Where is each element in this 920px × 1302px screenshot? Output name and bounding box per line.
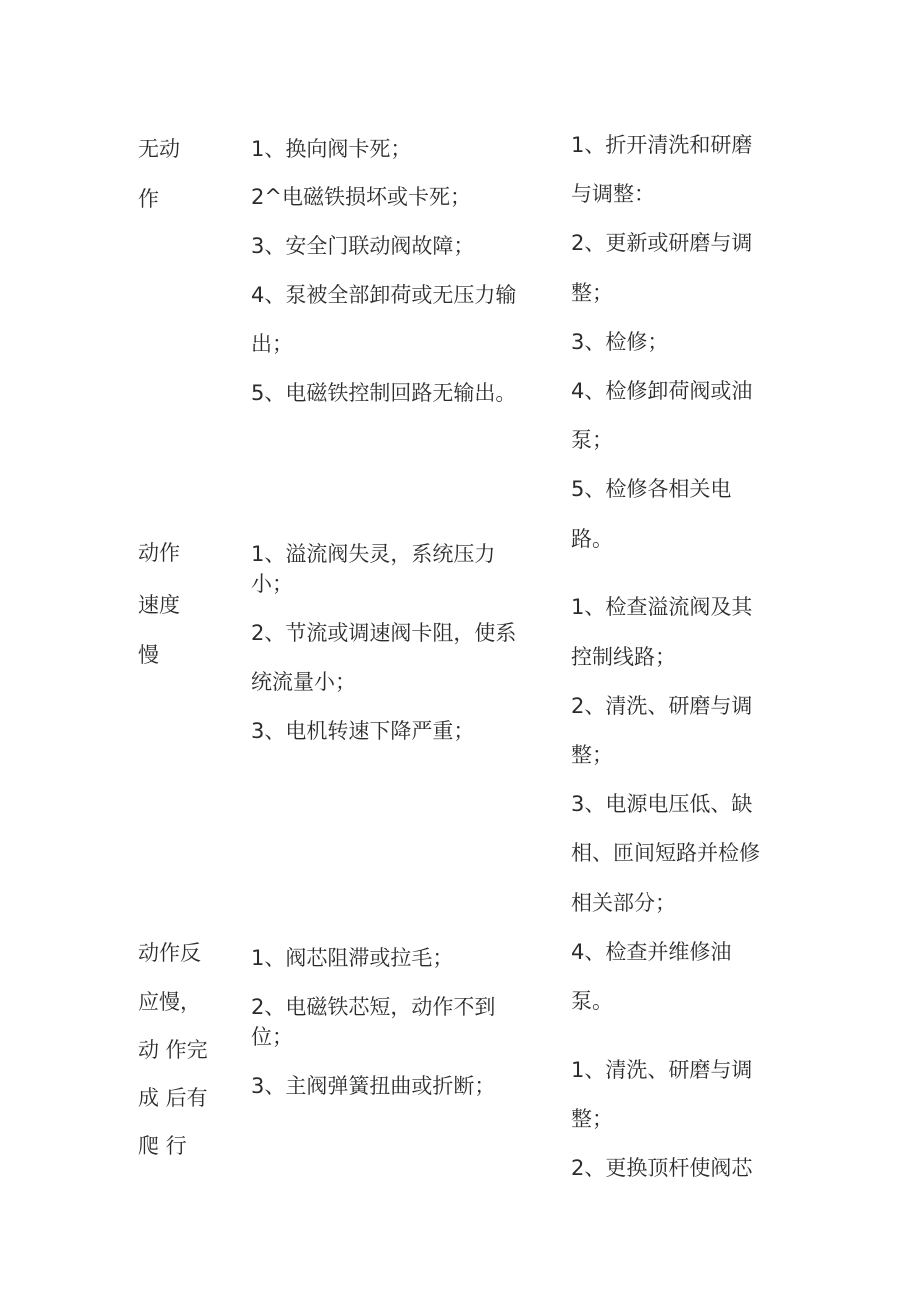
symptom-text: 动作 (138, 541, 180, 565)
cause-line: 小； (251, 572, 293, 596)
symptom-text: 慢 (138, 643, 159, 667)
cause-line: 位； (251, 1025, 293, 1049)
symptom-text: 作 (138, 187, 159, 211)
cause-line: 2、节流或调速阀卡阻，使系 (251, 621, 517, 645)
symptom-text: 无动 (138, 137, 180, 161)
cause-line: 1、阀芯阻滞或拉毛； (251, 946, 454, 970)
remedy-line: 1、清洗、研磨与调 (571, 1058, 753, 1082)
remedy-line: 5、检修各相关电 (571, 477, 732, 501)
cause-line: 4、泵被全部卸荷或无压力输 (251, 283, 517, 307)
remedy-line: 4、检修卸荷阀或油 (571, 379, 753, 403)
symptom-text: 应慢， (138, 990, 201, 1014)
remedy-line: 泵。 (571, 989, 613, 1013)
symptom-text: 速度 (138, 593, 180, 617)
remedy-line: 4、检查并维修油 (571, 940, 732, 964)
cause-line: 5、电磁铁控制回路无输出。 (251, 381, 517, 405)
symptom-text: 爬 行 (138, 1134, 187, 1158)
cause-line: 3、电机转速下降严重； (251, 719, 475, 743)
remedy-line: 2、更新或研磨与调 (571, 231, 753, 255)
remedy-line: 路。 (571, 527, 613, 551)
remedy-line: 相、匝间短路并检修 (571, 841, 760, 865)
remedy-line: 控制线路； (571, 645, 676, 669)
remedy-line: 3、电源电压低、缺 (571, 792, 753, 816)
cause-line: 3、安全门联动阀故障； (251, 234, 475, 258)
remedy-line: 与调整： (571, 182, 655, 206)
cause-line: 1、溢流阀失灵，系统压力 (251, 542, 496, 566)
cause-line: 3、主阀弹簧扭曲或折断； (251, 1074, 496, 1098)
remedy-line: 泵； (571, 428, 613, 452)
remedy-line: 1、折开清洗和研磨 (571, 133, 753, 157)
symptom-text: 成 后有 (138, 1086, 208, 1110)
cause-line: 出； (251, 332, 293, 356)
symptom-text: 动作反 (138, 941, 201, 965)
remedy-line: 2、更换顶杆使阀芯 (571, 1156, 753, 1180)
remedy-line: 1、检查溢流阀及其 (571, 595, 753, 619)
cause-line: 2^电磁铁损坏或卡死； (251, 185, 471, 209)
remedy-line: 相关部分； (571, 891, 676, 915)
remedy-line: 整； (571, 743, 613, 767)
cause-line: 1、换向阀卡死； (251, 137, 412, 161)
cause-line: 统流量小； (251, 670, 356, 694)
cause-line: 2、电磁铁芯短，动作不到 (251, 995, 496, 1019)
remedy-line: 2、清洗、研磨与调 (571, 694, 753, 718)
remedy-line: 整； (571, 1107, 613, 1131)
remedy-line: 3、检修； (571, 330, 669, 354)
symptom-text: 动 作完 (138, 1038, 208, 1062)
remedy-line: 整； (571, 281, 613, 305)
